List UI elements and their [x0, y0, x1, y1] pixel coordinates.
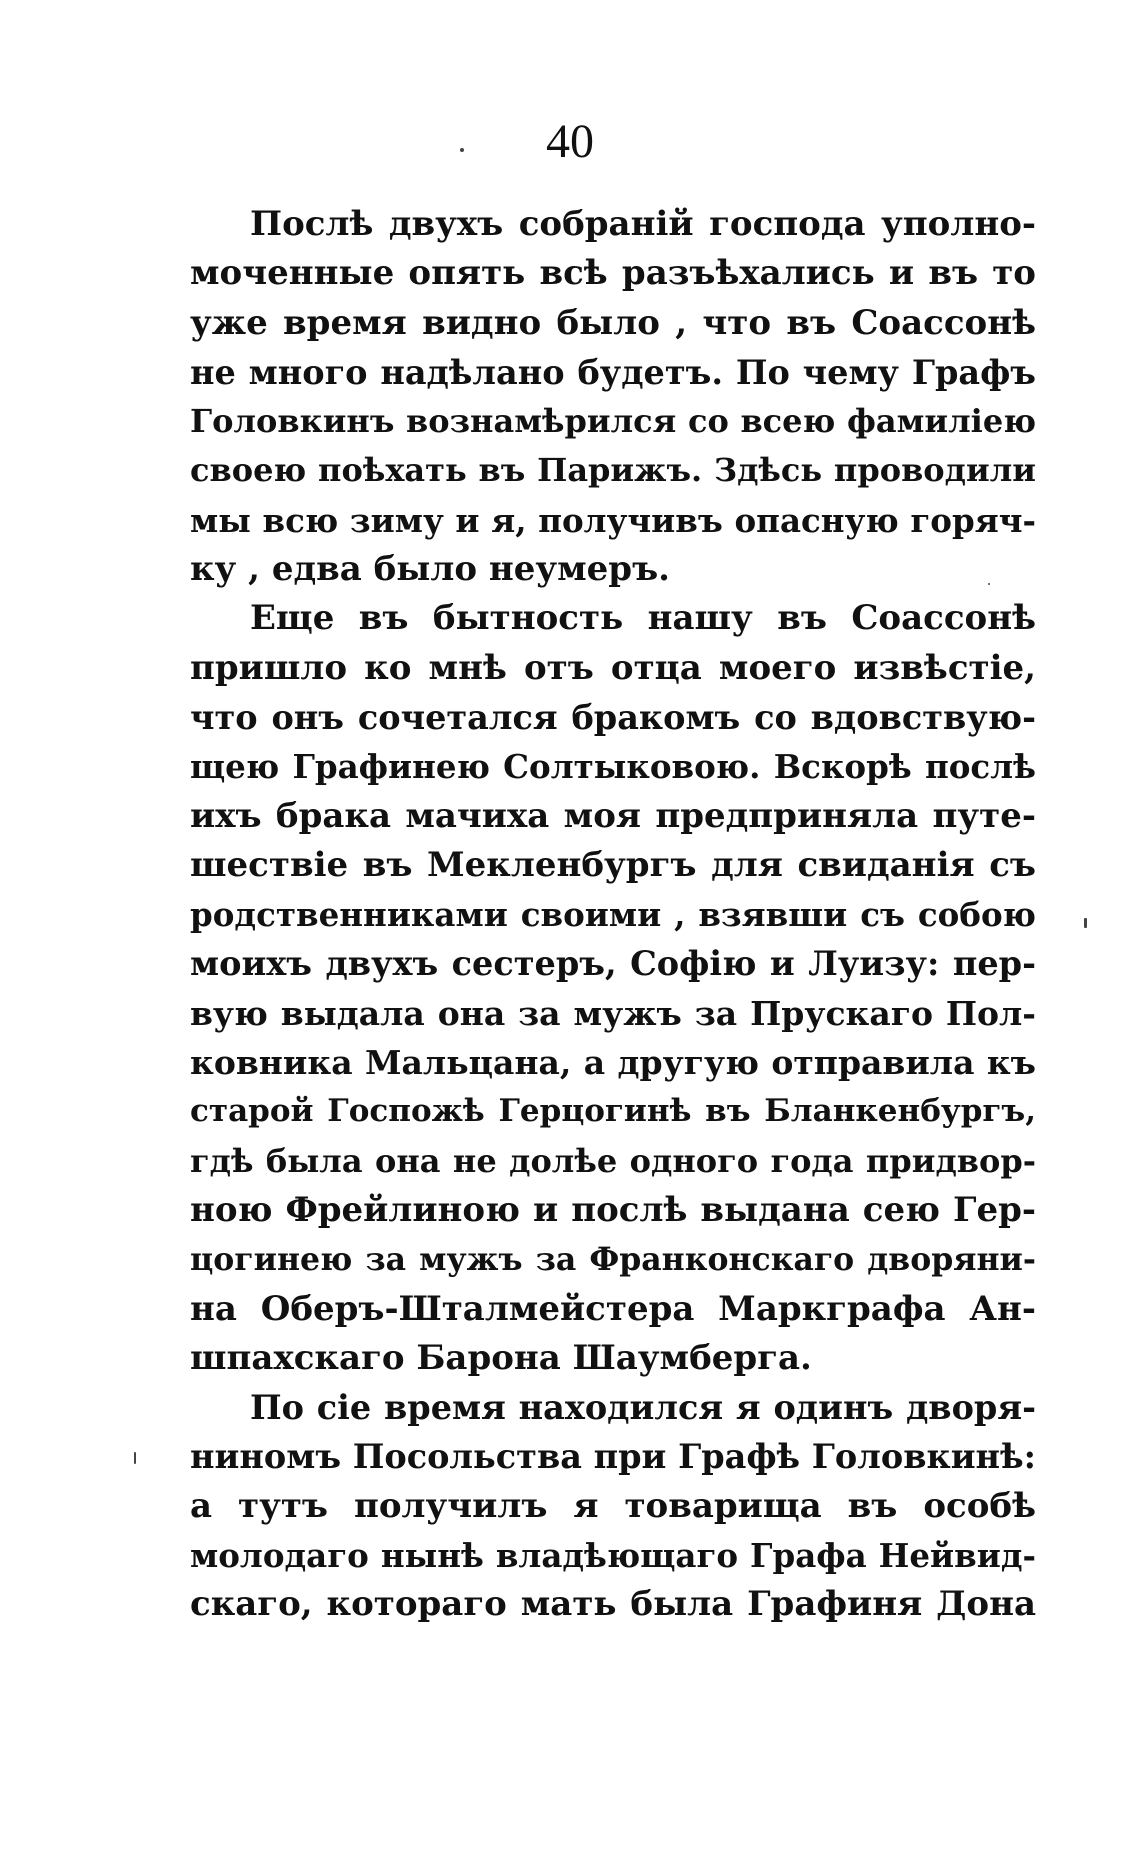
text-line: своею поѣхать въ Парижъ. Здѣсь проводили [190, 451, 1036, 490]
text-line: вую выдала она за мужъ за Прускаго Пол- [190, 993, 1036, 1033]
ink-speck [988, 583, 990, 585]
text-line: ковника Мальцана, а другую отправила къ [190, 1043, 1036, 1083]
text-line: шпахскаго Барона Шаумберга. [190, 1337, 812, 1378]
text-line: Головкинъ вознамѣрился со всею фамиліею [190, 402, 1036, 441]
text-line: цогинею за мужъ за Франконскаго дворяни- [190, 1241, 1036, 1279]
text-line: ною Фрейлиною и послѣ выдана сею Гер- [190, 1189, 1036, 1230]
text-line: ку , едва было неумеръ. [190, 549, 671, 590]
text-line: молодаго нынѣ владѣющаго Графа Нейвид- [190, 1536, 1036, 1576]
ink-speck [460, 148, 464, 152]
text-line: Послѣ двухъ собраній господа уполно- [250, 204, 1036, 244]
text-line: родственниками своими , взявши съ собою [190, 895, 1036, 935]
text-line: не много надѣлано будетъ. По чему Графъ [190, 352, 1036, 392]
text-line: уже время видно было , что въ Соассонѣ [190, 302, 1036, 343]
text-line: ниномъ Посольства при Графѣ Головкинѣ: [190, 1437, 1036, 1477]
text-line: пришло ко мнѣ отъ отца моего извѣстіе, [190, 647, 1036, 688]
text-line: на Оберъ-Шталмейстера Маркграфа Ан- [190, 1288, 1036, 1329]
text-line: старой Госпожѣ Герцогинѣ въ Бланкенбургъ, [190, 1093, 1036, 1130]
text-line: Еще въ бытность нашу въ Соассонѣ [250, 598, 1036, 639]
text-line: а тутъ получилъ я товарища въ особѣ [190, 1485, 1036, 1526]
text-line: ихъ брака мачиха моя предприняла путе- [190, 795, 1036, 836]
text-line: гдѣ была она не долѣе одного года придвор- [190, 1141, 1036, 1180]
body-text [190, 200, 1036, 1630]
ink-speck [1084, 918, 1087, 928]
text-line: щею Графинею Солтыковою. Вскорѣ послѣ [190, 747, 1036, 787]
text-line: По сіе время находился я одинъ дворя- [250, 1388, 1036, 1428]
text-line: скаго, котораго мать была Графиня Дона [190, 1584, 1036, 1625]
text-line: шествіе въ Мекленбургъ для свиданія съ [190, 844, 1036, 885]
ink-speck [134, 1452, 136, 1464]
text-line: моихъ двухъ сестеръ, Софію и Луизу: пер- [190, 944, 1036, 984]
page-number: 40 [546, 115, 594, 168]
text-line: что онъ сочетался бракомъ со вдовствую- [190, 697, 1036, 737]
text-line: моченные опять всѣ разъѣхались и въ то [190, 253, 1036, 294]
text-line: мы всю зиму и я, получивъ опасную горяч- [190, 500, 1036, 540]
